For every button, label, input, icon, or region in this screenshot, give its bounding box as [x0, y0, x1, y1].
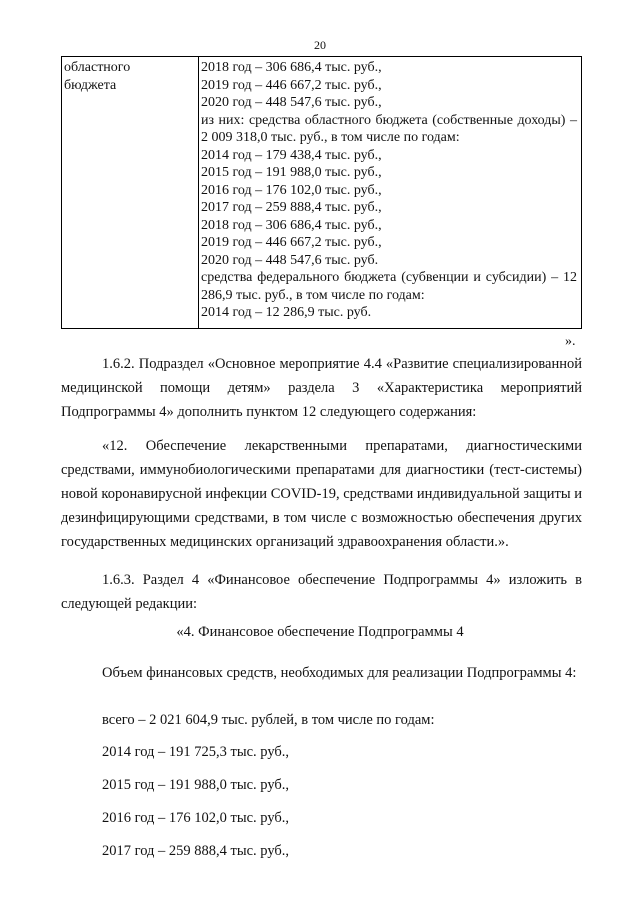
year-amount-line: 2019 год – 446 667,2 тыс. руб.,: [201, 235, 382, 250]
budget-table: [61, 56, 582, 329]
table-cell-label: [62, 57, 199, 329]
paragraph-item-12: «12. Обеспечение лекарственными препаратами, диагностическими средствами, иммунобиологическими препаратами для диагностики (тест-системы) новой коронавирусной инфекции COVID-19, средствами индивидуальной защиты и дезинфицирующими средствами, в том числе с возможностью обеспечения других государственных медицинских организаций здравоохранения области.».: [61, 438, 582, 550]
regional-funds-paragraph: из них: средства областного бюджета (собственные доходы) – 2 009 318,0 тыс. руб., в том числе по годам:: [201, 112, 577, 145]
year-amount-line: 2017 год – 259 888,4 тыс. руб.,: [201, 200, 382, 215]
federal-funds-paragraph: средства федерального бюджета (субвенции и субсидии) – 12 286,9 тыс. руб., в том числе по годам:: [201, 270, 577, 303]
closing-quote: ».: [565, 334, 576, 349]
year-amount-line: 2018 год – 306 686,4 тыс. руб.,: [201, 60, 382, 75]
year-line: 2015 год – 191 988,0 тыс. руб.,: [102, 777, 290, 793]
year-amount-line: 2018 год – 306 686,4 тыс. руб.,: [201, 217, 382, 233]
year-line: 2017 год – 259 888,4 тыс. руб.,: [102, 843, 290, 859]
total-line: всего – 2 021 604,9 тыс. рублей, в том числе по годам:: [102, 712, 435, 728]
year-amount-line: 2014 год – 179 438,4 тыс. руб.,: [201, 147, 382, 163]
section-heading: «4. Финансовое обеспечение Подпрограммы 4: [176, 624, 464, 640]
year-amount-line: 2016 год – 176 102,0 тыс. руб.,: [201, 182, 382, 198]
paragraph-1-6-2: 1.6.2. Подраздел «Основное мероприятие 4.4 «Развитие специализированной медицинской помощи детям» раздела 3 «Характеристика мероприятий Подпрограммы 4» дополнить пунктом 12 следующего содержания:: [61, 356, 582, 420]
year-amount-line: 2019 год – 446 667,2 тыс. руб.,: [201, 77, 382, 93]
year-amount-line: 2020 год – 448 547,6 тыс. руб.,: [201, 95, 382, 110]
year-amount-line: 2015 год – 191 988,0 тыс. руб.,: [201, 165, 382, 180]
label-line: областного: [64, 60, 131, 75]
page-number: 20: [314, 38, 326, 52]
label-line: бюджета: [64, 77, 117, 93]
table-row: [62, 57, 582, 329]
paragraph-volume: Объем финансовых средств, необходимых для реализации Подпрограммы 4:: [102, 665, 577, 681]
year-line: 2016 год – 176 102,0 тыс. руб.,: [102, 810, 290, 826]
year-amount-line: 2020 год – 448 547,6 тыс. руб.: [201, 252, 379, 268]
year-line: 2014 год – 191 725,3 тыс. руб.,: [102, 744, 290, 760]
paragraph-1-6-3: 1.6.3. Раздел 4 «Финансовое обеспечение Подпрограммы 4» изложить в следующей редакции:: [61, 572, 582, 612]
table-cell-values: [199, 57, 582, 329]
year-amount-line: 2014 год – 12 286,9 тыс. руб.: [201, 305, 372, 320]
